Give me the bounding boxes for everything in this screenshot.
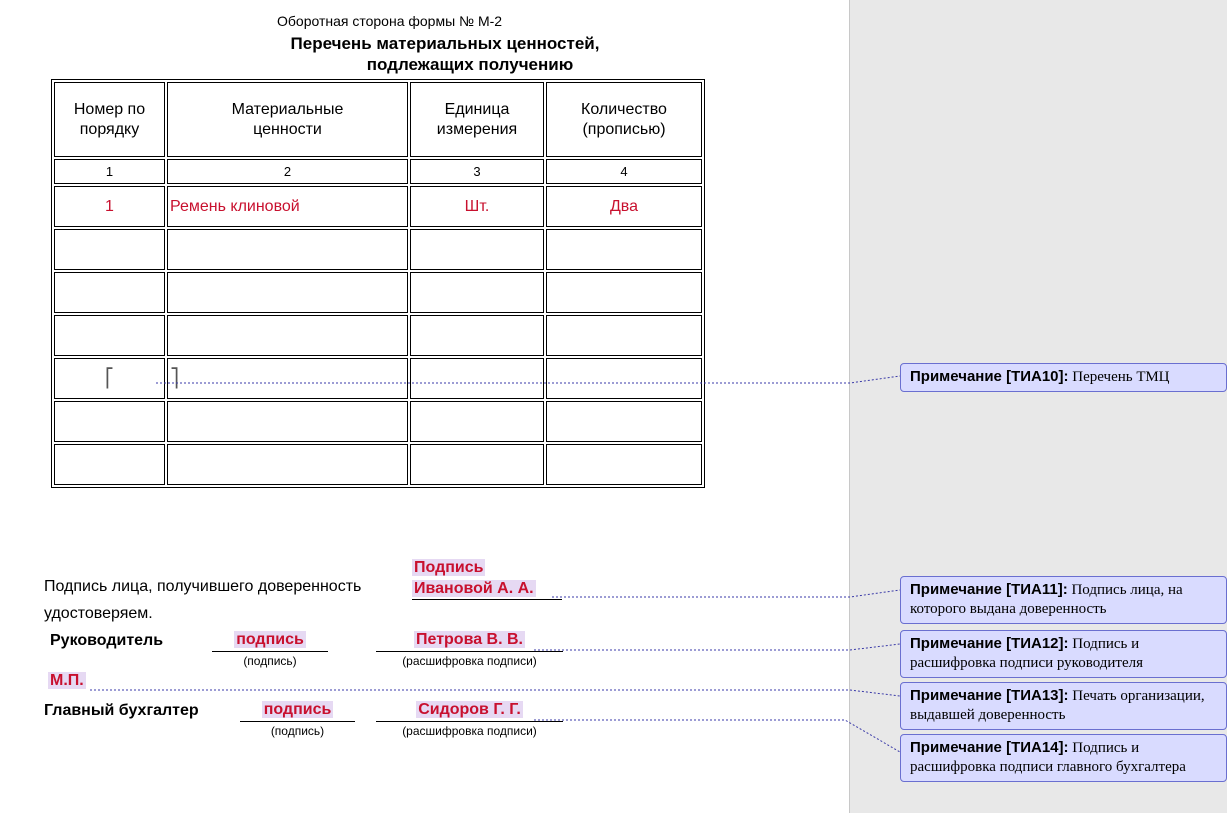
signature-field-line-2[interactable]: Ивановой А. А. <box>414 580 534 597</box>
comment-head: Примечание [ТИА12]: <box>910 635 1069 652</box>
manager-signature-field[interactable]: подпись <box>236 631 304 648</box>
comment-tia10[interactable] <box>900 363 1227 392</box>
table-cell[interactable]: 1 <box>54 186 165 227</box>
stamp-field[interactable]: М.П. <box>50 672 84 689</box>
connector-tia13 <box>90 690 900 696</box>
manager-name-field[interactable]: Петрова В. В. <box>416 631 523 648</box>
comment-text: Подпись и расшифровка подписи руководителя <box>910 636 1144 671</box>
comment-tia11[interactable] <box>900 576 1227 624</box>
comment-head: Примечание [ТИА11]: <box>910 581 1068 598</box>
comment-head: Примечание [ТИА13]: <box>910 687 1069 704</box>
manager-label: Руководитель <box>50 632 164 649</box>
accountant-name-caption: (расшифровка подписи) <box>402 724 537 738</box>
comment-text: Перечень ТМЦ <box>1072 369 1170 385</box>
connector-tia12 <box>534 644 900 650</box>
table-cell[interactable]: Ремень клиновой <box>167 186 408 227</box>
connector-tia10 <box>156 376 900 383</box>
header-cell: Единица измерения <box>410 82 544 157</box>
bookmark-bracket-open: ⎡ <box>105 368 114 388</box>
certify-text: удостоверяем. <box>44 605 153 622</box>
header-cell: Номер по порядку <box>54 82 165 157</box>
accountant-name-field[interactable]: Сидоров Г. Г. <box>418 701 521 718</box>
bookmark-bracket-close: ⎤ <box>170 368 179 388</box>
connector-tia14 <box>534 720 900 752</box>
comment-tia14[interactable] <box>900 734 1227 782</box>
table-cell[interactable]: Шт. <box>410 186 544 227</box>
signature-field-line-1[interactable]: Подпись <box>414 559 484 576</box>
column-number: 3 <box>410 159 544 184</box>
accountant-signature-field[interactable]: подпись <box>263 701 332 718</box>
column-number: 1 <box>54 159 165 184</box>
title-line-2: подлежащих получению <box>366 55 574 74</box>
manager-name-caption: (расшифровка подписи) <box>402 654 537 668</box>
table-cell[interactable]: Два <box>546 186 702 227</box>
comment-tia13[interactable] <box>900 682 1227 730</box>
comment-head: Примечание [ТИА10]: <box>910 368 1069 385</box>
column-number: 4 <box>546 159 702 184</box>
accountant-label: Главный бухгалтер <box>44 702 199 719</box>
form-reference: Оборотная сторона формы № М-2 <box>277 13 503 29</box>
comment-text: Печать организации, выдавшей доверенность <box>910 688 1205 723</box>
accountant-signature-caption: (подпись) <box>270 724 325 738</box>
header-cell: Материальные ценности <box>167 82 408 157</box>
comment-head: Примечание [ТИА14]: <box>910 739 1069 756</box>
signature-label: Подпись лица, получившего доверенность <box>44 578 362 595</box>
comment-text: Подпись и расшифровка подписи главного бухгалтера <box>910 740 1186 775</box>
column-number: 2 <box>167 159 408 184</box>
connector-tia11 <box>552 590 900 597</box>
title-line-1: Перечень материальных ценностей, <box>290 34 600 53</box>
comment-text: Подпись лица, на которого выдана доверенность <box>910 582 1183 617</box>
comment-tia12[interactable] <box>900 630 1227 678</box>
header-cell: Количество (прописью) <box>546 82 702 157</box>
manager-signature-caption: (подпись) <box>243 654 297 668</box>
